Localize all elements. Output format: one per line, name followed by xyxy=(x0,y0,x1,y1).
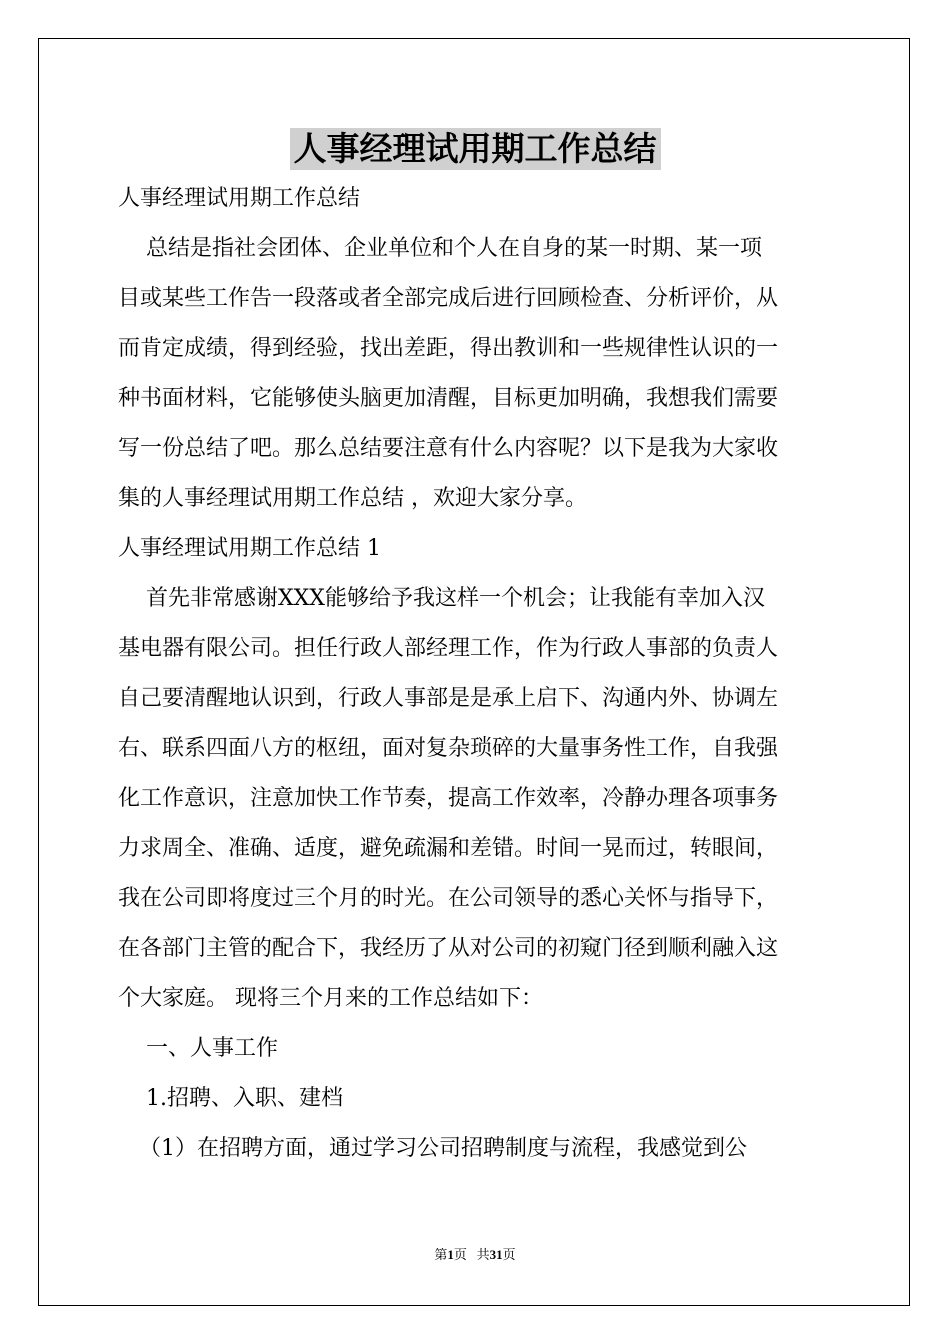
paragraph-line: 在各部门主管的配合下，我经历了从对公司的初窥门径到顺利融入这 xyxy=(118,936,779,961)
paragraph-line: 我在公司即将度过三个月的时光。在公司领导的悉心关怀与指导下， xyxy=(118,886,779,911)
paragraph-line: 右、联系四面八方的枢纽，面对复杂琐碎的大量事务性工作，自我强 xyxy=(118,736,779,761)
paragraph-line: 而肯定成绩，得到经验，找出差距，得出教训和一些规律性认识的一 xyxy=(118,336,779,361)
paragraph-line: 总结是指社会团体、企业单位和个人在自身的某一时期、某一项 xyxy=(118,236,762,261)
subtitle-line: 人事经理试用期工作总结 xyxy=(118,186,361,211)
list-subheading: 1.招聘、入职、建档 xyxy=(118,1086,343,1111)
footer-current-page: 1 xyxy=(447,1247,454,1262)
footer-suffix: 页 xyxy=(502,1247,516,1262)
title-container xyxy=(0,128,950,170)
paragraph-line: 自己要清醒地认识到，行政人事部是是承上启下、沟通内外、协调左 xyxy=(118,686,779,711)
section-heading: 人事经理试用期工作总结 1 xyxy=(118,536,381,561)
paragraph-line: 集的人事经理试用期工作总结 ，欢迎大家分享。 xyxy=(118,486,587,511)
paragraph-line: 种书面材料，它能够使头脑更加清醒，目标更加明确，我想我们需要 xyxy=(118,386,779,411)
list-heading: 一、人事工作 xyxy=(118,1036,278,1061)
paragraph-line: 个大家庭。 现将三个月来的工作总结如下： xyxy=(118,986,543,1011)
paragraph-line: 写一份总结了吧。那么总结要注意有什么内容呢？以下是我为大家收 xyxy=(118,436,779,461)
page-footer xyxy=(0,1244,950,1263)
paragraph-line: 化工作意识，注意加快工作节奏，提高工作效率，冷静办理各项事务 xyxy=(118,786,779,811)
footer-middle: 页 共 xyxy=(453,1247,490,1262)
footer-prefix: 第 xyxy=(434,1247,448,1262)
paragraph-line: 目或某些工作告一段落或者全部完成后进行回顾检查、分析评价，从 xyxy=(118,286,779,311)
page-border xyxy=(38,38,910,1306)
document-title: 人事经理试用期工作总结 xyxy=(290,128,661,170)
paragraph-line: 首先非常感谢XXX能够给予我这样一个机会；让我能有幸加入汉 xyxy=(118,586,765,611)
paragraph-line: （1）在招聘方面，通过学习公司招聘制度与流程，我感觉到公 xyxy=(118,1136,747,1161)
footer-total-pages: 31 xyxy=(489,1247,503,1262)
paragraph-line: 力求周全、准确、适度，避免疏漏和差错。时间一晃而过，转眼间， xyxy=(118,836,779,861)
paragraph-line: 基电器有限公司。担任行政人部经理工作，作为行政人事部的负责人 xyxy=(118,636,779,661)
